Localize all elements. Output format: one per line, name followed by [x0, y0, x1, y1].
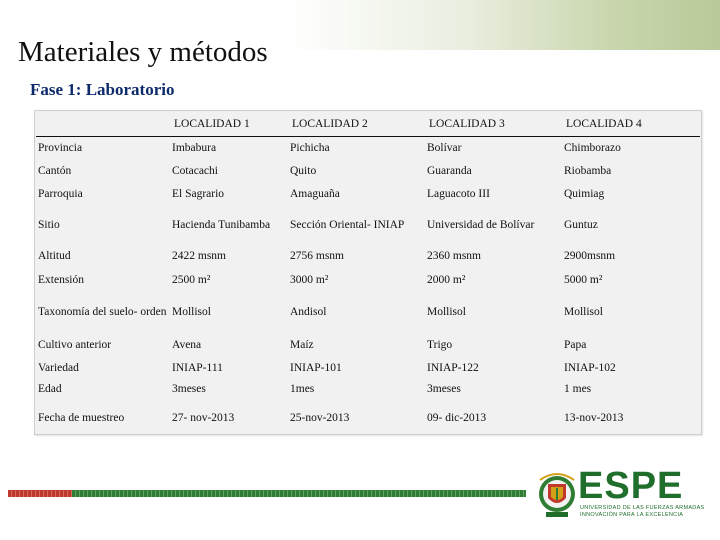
table-cell: Quimiag [564, 187, 605, 200]
logo-tagline-motto: INNOVACIÓN PARA LA EXCELENCIA [580, 512, 684, 518]
table-header-empty [36, 112, 170, 136]
table-cell: Mollisol [172, 306, 211, 318]
row-label: Taxonomía del suelo- orden [38, 306, 167, 318]
table-cell: Papa [564, 339, 587, 351]
row-label: Provincia [38, 142, 83, 155]
row-label: Sitio [38, 218, 60, 231]
row-label: Parroquia [38, 187, 83, 200]
table-row [36, 243, 700, 269]
row-label: Extensión [38, 273, 84, 286]
table-row [36, 136, 700, 160]
table-cell: INIAP-122 [427, 361, 479, 374]
table-cell: 25-nov-2013 [290, 412, 350, 424]
table-cell: 2000 m² [427, 273, 466, 286]
table-cell: El Sagrario [172, 187, 225, 200]
table-cell: 3meses [172, 383, 206, 395]
locations-table [36, 112, 700, 437]
table-row [36, 269, 700, 290]
table-cell: 27- nov-2013 [172, 412, 235, 424]
table-cell: 3000 m² [290, 273, 329, 286]
table-cell: 2500 m² [172, 273, 211, 286]
row-label: Fecha de muestreo [38, 412, 125, 424]
table-cell: Chimborazo [564, 142, 621, 155]
table-cell: 5000 m² [564, 273, 603, 286]
table-header-localidad-3: LOCALIDAD 3 [425, 112, 562, 136]
table-cell: 3meses [427, 383, 461, 395]
slide-title: Materiales y métodos [18, 36, 268, 68]
table-cell: 2360 msnm [427, 250, 481, 262]
table-cell: 09- dic-2013 [427, 412, 487, 424]
table-cell: Cotacachi [172, 164, 218, 177]
table-cell: INIAP-102 [564, 361, 616, 374]
row-label: Edad [38, 383, 62, 395]
table-header-localidad-4: LOCALIDAD 4 [562, 112, 700, 136]
table-cell: INIAP-101 [290, 361, 342, 374]
row-label: Cultivo anterior [38, 339, 112, 351]
table-cell: Sección Oriental- INIAP [290, 218, 405, 231]
table-cell: Universidad de Bolívar [427, 218, 535, 231]
logo-wordmark: ESPE [578, 465, 684, 507]
table-row [36, 334, 700, 356]
table-cell: Avena [172, 339, 202, 351]
row-label: Variedad [38, 361, 79, 374]
table-cell: 2900msnm [564, 250, 616, 262]
table-cell: 2422 msnm [172, 250, 226, 262]
table-row [36, 206, 700, 243]
table-row [36, 160, 700, 181]
table-cell: Bolívar [427, 142, 462, 155]
footer-stripe-texture [8, 490, 526, 497]
table-cell: Hacienda Tunibamba [172, 218, 271, 231]
table-cell: 2756 msnm [290, 250, 344, 262]
table-cell: Guaranda [427, 164, 472, 177]
table-header-localidad-1: LOCALIDAD 1 [170, 112, 288, 136]
table-cell: Mollisol [427, 306, 466, 318]
table-row [36, 399, 700, 437]
table-row [36, 181, 700, 206]
table-header-localidad-2: LOCALIDAD 2 [288, 112, 425, 136]
table-cell: Pichicha [290, 142, 330, 155]
table-header-row [36, 112, 700, 136]
table-cell: Imbabura [172, 142, 217, 155]
table-cell: 1 mes [564, 383, 592, 395]
table-cell: Mollisol [564, 306, 603, 318]
table-row [36, 290, 700, 334]
table-cell: Maíz [290, 339, 314, 351]
table-cell: Riobamba [564, 164, 612, 177]
table-cell: 1mes [290, 383, 315, 395]
table-cell: Quito [290, 164, 317, 177]
table-cell: Amaguaña [290, 187, 340, 200]
logo-tagline-university: UNIVERSIDAD DE LAS FUERZAS ARMADAS [580, 505, 705, 511]
table-cell: Guntuz [564, 218, 598, 231]
table-cell: Laguacoto III [427, 187, 490, 200]
row-label: Altitud [38, 250, 71, 262]
slide-subtitle: Fase 1: Laboratorio [30, 80, 175, 99]
table-cell: Andisol [290, 306, 327, 318]
row-label: Cantón [38, 164, 72, 177]
table-cell: Trigo [427, 339, 453, 351]
table-row [36, 356, 700, 379]
table-cell: INIAP-111 [172, 361, 223, 374]
table-row [36, 379, 700, 399]
table-cell: 13-nov-2013 [564, 412, 624, 424]
